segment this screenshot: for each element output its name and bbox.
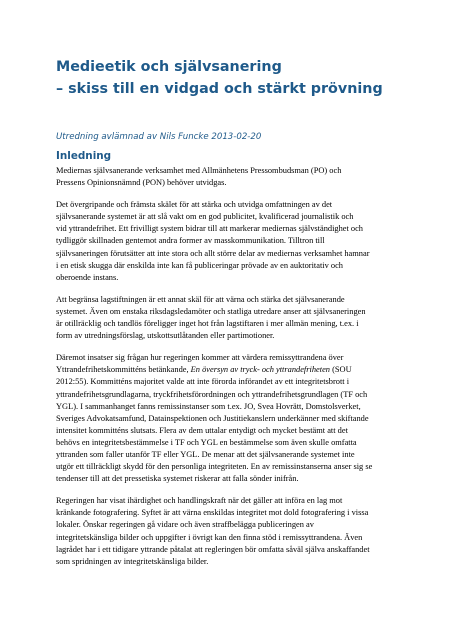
section-heading: Inledning: [56, 150, 112, 162]
text-line: yttranden som faller utanför TF eller YGL. De menar att det självsanerande systemet inte: [56, 449, 355, 459]
text-line: 2012:55). Kommitténs majoritet valde att inte förorda införandet av ett integritetsbrott i: [56, 377, 350, 387]
text-run: Yttrandefrihetskommitténs betänkande,: [56, 365, 191, 375]
paragraph-2: [56, 199, 416, 284]
byline: Utredning avlämnad av Nils Funcke 2013-02-20: [56, 132, 262, 142]
text-line: oberoende instans.: [56, 272, 119, 282]
text-line: vid yttrandefrihet. Ett frivilligt system bidrar till att markerar mediernas självständighet och: [56, 224, 363, 234]
text-line: Sveriges Advokatsamfund, Datainspektionen och Justitiekanslern underkänner med skiftande: [56, 413, 369, 423]
text-line: YGL). I sammanhanget fanns remissinstanser som t.ex. JO, Svea Hovrätt, Domstolsverket,: [56, 401, 361, 411]
text-line: intensitet kommitténs slutsats. Flera av dem uttalar entydigt och mycket bestämt att det: [56, 425, 348, 435]
text-line: Det övergripande och främsta skälet för att stärka och utvidga omfattningen av det: [56, 200, 333, 210]
text-line: i en etisk skugga där enskilda inte kan få publiceringar prövade av en auktoritativ och: [56, 260, 343, 270]
text-line: tendenser till att det pressetiska systemet riskerar att falla sönder inifrån.: [56, 474, 299, 484]
text-line: utgör ett tillräckligt skydd för den personliga integriteten. En av remissinstanserna anser sig se: [56, 462, 373, 472]
text-line: tydliggör skillnaden gentemot andra former av masskommunikation. Tilltron till: [56, 236, 325, 246]
paragraph-4: [56, 352, 416, 485]
text-line: Regeringen har visat ihärdighet och handlingskraft när det gäller att införa en lag mot: [56, 496, 343, 506]
text-line: Mediernas självsanerande verksamhet med Allmänhetens Pressombudsman (PO) och: [56, 166, 342, 175]
text-line: självsanerande systemet är att slå vakt om en god publicitet, kvalificerad journalistik och: [56, 212, 354, 222]
text-line-with-citation: [56, 364, 416, 376]
text-line: systemet. Även om enstaka riksdagsledamöter och statliga utredare anser att självsaneringen: [56, 306, 366, 316]
text-run: (SOU: [329, 365, 352, 375]
text-line: självsaneringen förutsätter att inte stora och allt större delar av mediernas verksamhet hamnar: [56, 248, 370, 258]
paragraph-1: [56, 165, 416, 189]
document-title: [56, 56, 416, 100]
text-line: lagrådet har i ett tidigare yttrande påtalat att regleringen bör omfatta såväl själva anskaffandet: [56, 544, 370, 554]
body-text: [56, 165, 416, 578]
text-line: Däremot insatser sig frågan hur regeringen kommer att värdera remissyttrandena över: [56, 353, 344, 363]
text-line: Pressens Opinionsnämnd (PON) behöver utvidgas.: [56, 178, 227, 188]
text-line: lokaler. Önskar regeringen gå vidare och även straffbelägga publiceringen av: [56, 520, 314, 530]
text-line: är otillräcklig och tandlös föreligger inget hot från lagstiftaren i mer allmän mening, t.ex. i: [56, 319, 359, 329]
title-line-2: – skiss till en vidgad och stärkt prövning: [56, 81, 383, 97]
text-line: kränkande fotografering. Syftet är att värna enskildas integritet mot dold fotografering i vissa: [56, 508, 369, 518]
text-line: integritetskänsliga bilder och uppgifter i övrigt kan den finna stöd i remissyttrandena. Även: [56, 532, 363, 542]
text-line: yttrandefrihetsgrundlagarna, tryckfrihetsförordningen och yttrandefrihetsgrundlagen (TF och: [56, 389, 368, 399]
paragraph-5: [56, 495, 416, 568]
title-line-1: Medieetik och självsanering: [56, 59, 282, 75]
cited-report-title: En översyn av tryck- och yttrandefriheten: [190, 365, 330, 375]
text-line: form av utredningsförslag, utskottsutlåtanden eller partimotioner.: [56, 331, 275, 341]
text-line: behövs en integritetsbestämmelse i TF och YGL en bestämmelse som även skulle omfatta: [56, 437, 357, 447]
paragraph-3: [56, 294, 416, 342]
text-line: Att begränsa lagstiftningen är ett annat skäl för att värna och stärka det självsanerande: [56, 294, 345, 304]
text-line: som spridningen av integritetskänsliga bilder.: [56, 556, 209, 566]
